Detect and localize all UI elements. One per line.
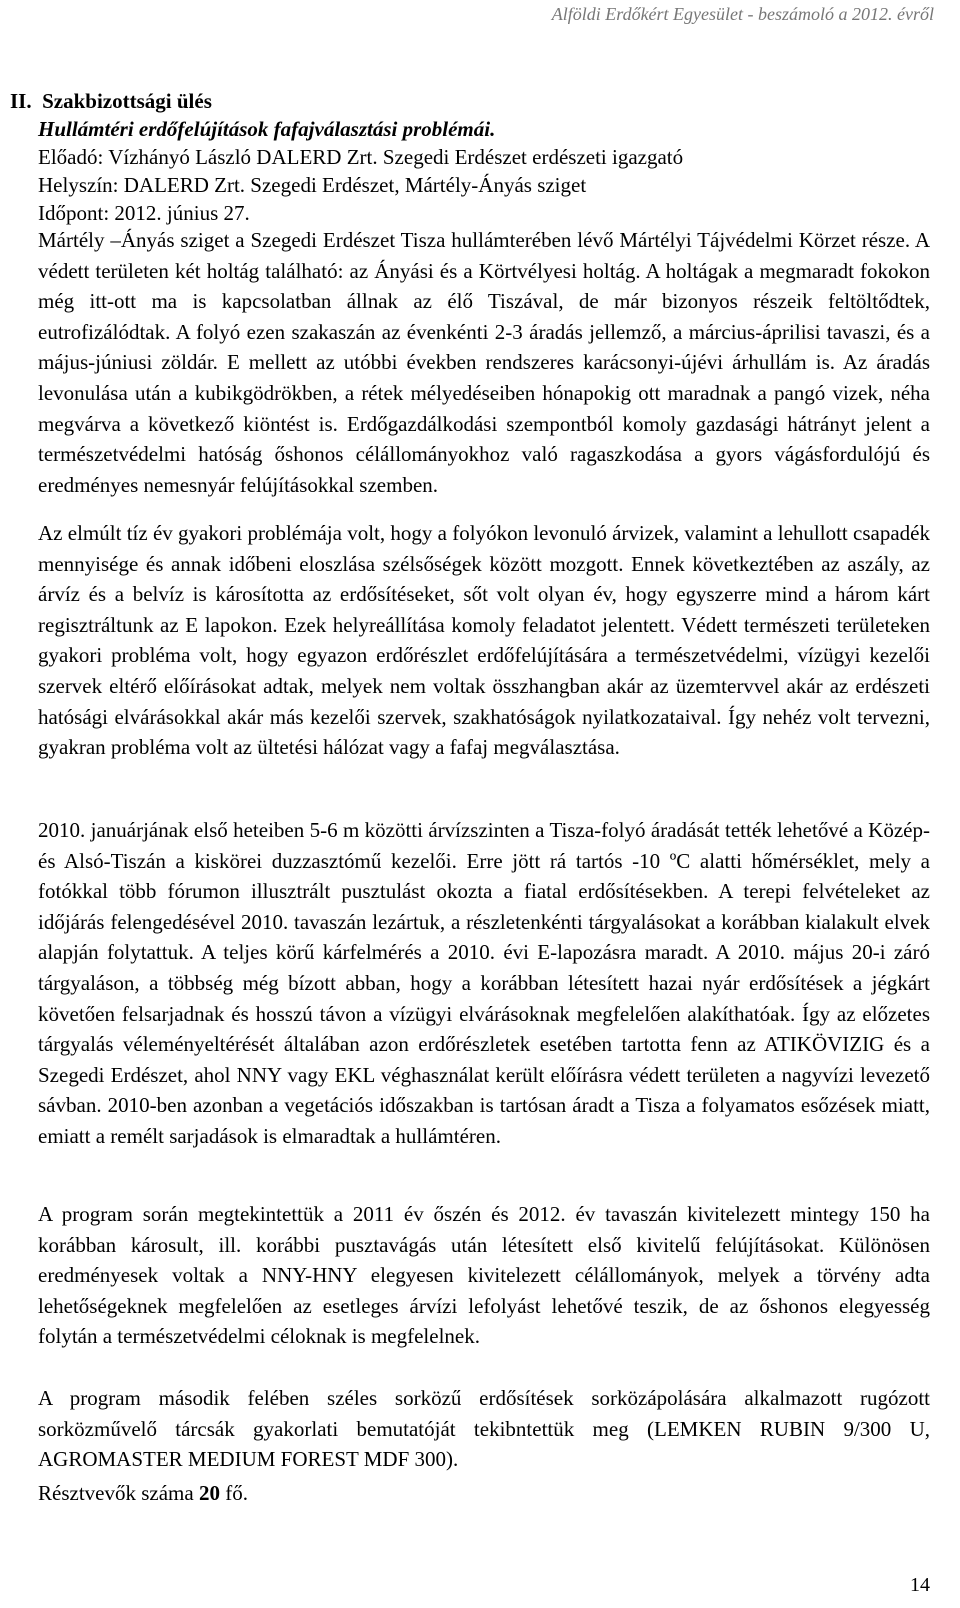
paragraph: 2010. januárjának első heteiben 5-6 m közötti árvízszinten a Tisza-folyó áradását tették lehetővé a Közép- és Alsó-Tiszán a kiskörei duzzasztómű kezelői. Erre jött rá tartós -10 ºC alatti hőmérséklet, mely a fotókkal több fórumon illusztrált pusztulást okozta a fiatal erdősítésekben. A terepi felvételeket az időjárás felengedésével 2010. tavaszán lezártuk, a részletenkénti tárgyalásokat a korábban kialakult elvek alapján folytattuk. A teljes körű kárfelmérés a 2010. évi E-lapozásra maradt. A 2010. május 20-i záró tárgyaláson, a többség még bízott abban, hogy a korábban létesített hazai nyár erdősítések a jégkárt követően felsarjadnak és hosszú távon a vízügyi elvárásoknak megfelelően alakíthatóak. Így az előzetes tárgyalás véleményeltérését általában azon erdőrészletek esetében tartotta fenn az ATIKÖVIZIG és a Szegedi Erdészet, ahol NNY vagy EKL véghasználat került előírásra védett területen a nagyvízi levezető sávban. 2010-ben azonban a vegetációs időszakban is tartósan áradt a Tisza a folyamatos esőzések miatt, emiatt a remélt sarjadások is elmaradtak a hullámtéren.	[38, 818, 930, 1148]
location-line: Helyszín: DALERD Zrt. Szegedi Erdészet, Mártély-Ányás sziget	[38, 173, 587, 197]
running-header: Alföldi Erdőkért Egyesület - beszámoló a 2012. évről	[551, 4, 934, 24]
section-block	[10, 87, 930, 227]
participants-block	[38, 1478, 930, 1509]
participants-line	[38, 1478, 930, 1509]
participants-unit: fő.	[225, 1481, 248, 1505]
participants-count: 20	[198, 1481, 220, 1505]
section-title: Szakbizottsági ülés	[42, 89, 212, 113]
date-line: Időpont: 2012. június 27.	[38, 201, 250, 225]
paragraph-block-2	[38, 518, 930, 763]
paragraph: A program során megtekintettük a 2011 év őszén és 2012. év tavaszán kivitelezett mintegy 150 ha korábban károsult, ill. korábbi pusztavágás után létesített első kivitelű felújításokat. Különösen eredményesek voltak a NNY-HNY elegyesen kivitelezett célállományok, melyek a törvény adta lehetőségeknek megfelelően az esetleges árvízi lefolyást lehetővé teszik, de az őshonos elegyesség folytán a természetvédelmi céloknak is megfelelnek.	[38, 1202, 930, 1349]
paragraph-block-4	[38, 1199, 930, 1352]
paragraph-block-5	[38, 1383, 930, 1475]
paragraph-block-3	[38, 815, 930, 1152]
paragraph-block-1	[38, 225, 930, 500]
paragraph: Az elmúlt tíz év gyakori problémája volt, hogy a folyókon levonuló árvizek, valamint a lehullott csapadék mennyisége és annak időbeni eloszlása szélsőségek között mozgott. Ennek következtében az aszály, az árvíz és a belvíz is károsította az erdősítéseket, sőt volt olyan év, hogy egyszerre mind a három kárt regisztráltunk az E lapokon. Ezek helyreállítása komoly feladatot jelentett. Védett természeti területeken gyakori probléma volt, hogy egyazon erdőrészlet erdőfelújítására a természetvédelmi, vízügyi kezelői szervek eltérő előírásokat adtak, melyek nem voltak összhangban akár az üzemtervvel akár az erdészeti hatósági elvárásokkal akár más kezelői szervek, szakhatóságok nyilatkozataival. Így nehéz volt tervezni, gyakran probléma volt az ültetési hálózat vagy a fafaj megválasztása.	[38, 521, 930, 760]
paragraph: Mártély –Ányás sziget a Szegedi Erdészet Tisza hullámterében lévő Mártélyi Tájvédelmi Körzet része. A védett területen két holtág található: az Ányási és a Körtvélyesi holtág. A holtágak a megmaradt fokokon még itt-ott ma is kapcsolatban állnak az élő Tiszával, de már bizonyos részeik feltöltődtek, eutrofizálódtak. A folyó ezen szakaszán az évenkénti 2-3 áradás jellemző, a március-áprilisi tavaszi, és a május-júniusi zöldár. E mellett az utóbbi években rendszeres karácsonyi-újévi árhullám is. Az áradás levonulása után a kubikgödrökben, a rétek mélyedéseiben hónapokig ott maradnak a pangó vizek, néha megvárva a következő kiöntést is. Erdőgazdálkodási szempontból komoly gazdasági hátrányt jelent a természetvédelmi hatóság őshonos célállományokhoz való ragaszkodása a gyors vágásfordulójú és eredményes nemesnyár felújításokkal szemben.	[38, 228, 930, 497]
participants-label: Résztvevők száma	[38, 1481, 194, 1505]
section-number: II.	[10, 89, 32, 113]
section-heading	[10, 87, 930, 115]
presenter-line: Előadó: Vízhányó László DALERD Zrt. Szegedi Erdészet erdészeti igazgató	[38, 145, 684, 169]
page-number: 14	[910, 1574, 930, 1596]
paragraph: A program második felében széles sorközű erdősítések sorközápolására alkalmazott rugózott sorközművelő tárcsák gyakorlati bemutatóját tekibntettük meg (LEMKEN RUBIN 9/300 U, AGROMASTER MEDIUM FOREST MDF 300).	[38, 1386, 930, 1472]
section-topic: Hullámtéri erdőfelújítások fafajválasztási problémái.	[38, 117, 496, 141]
